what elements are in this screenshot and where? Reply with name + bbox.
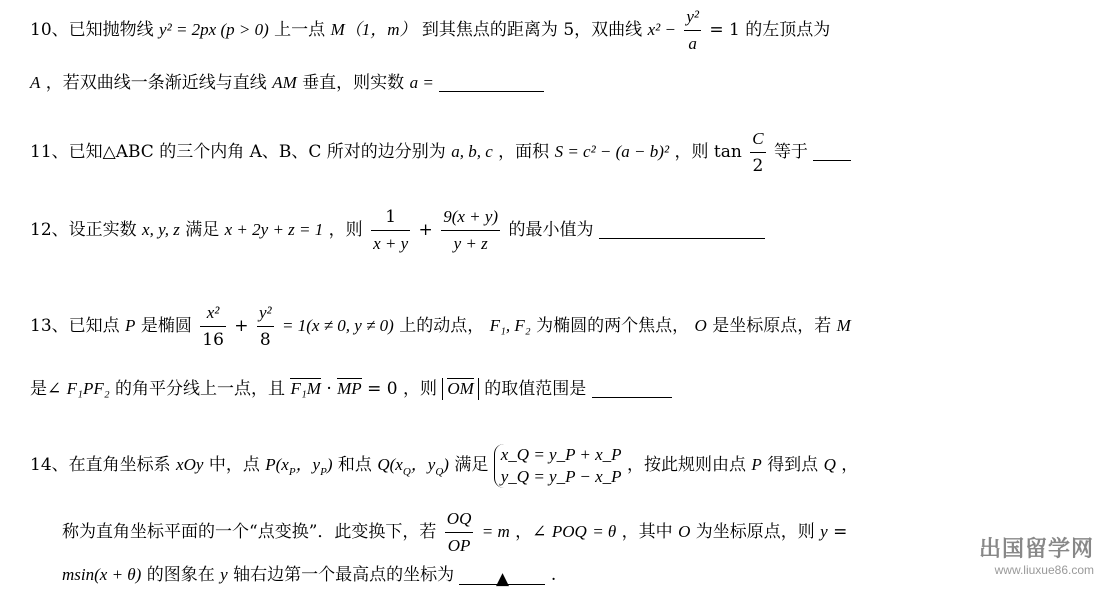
q10-text: 的左顶点为: [745, 20, 831, 40]
q14-pp-sub: P: [288, 466, 296, 478]
q14-pp-sub2: P: [320, 466, 327, 478]
q14-eqsign: =: [833, 522, 848, 542]
q13-origin: O: [694, 316, 707, 335]
q14-qq: Q(x: [377, 455, 403, 474]
q13-frac1-den: 16: [202, 330, 224, 350]
q12-text: 的最小值为: [508, 220, 594, 240]
q14-eq1: x_Q = y_P + x_P: [500, 445, 622, 464]
q13-vector-f1m: F₁M: [290, 379, 321, 398]
q13-fraction-2: [257, 302, 274, 351]
q14-qq-sub2: Q: [435, 466, 444, 478]
answer-blank: [459, 568, 545, 589]
watermark: [979, 532, 1094, 577]
q11-frac-num: C: [750, 128, 765, 153]
q11-fraction: [750, 128, 765, 177]
q13-text: 是椭圆: [140, 316, 192, 336]
q14-q: Q: [823, 455, 836, 474]
q13-text: ，则: [402, 379, 437, 399]
q11-sides: a, b, c: [451, 142, 493, 161]
q12-fraction-2: [441, 206, 500, 255]
q13-abs-om: [442, 378, 478, 400]
q10-frac-den: a: [688, 34, 697, 53]
q13-point-p: P: [125, 316, 136, 335]
q13-line2: [30, 378, 672, 400]
q14-function: msin(x + θ): [62, 565, 142, 584]
q14-pp5: ): [326, 455, 333, 474]
q10-point: M（1，m）: [330, 20, 417, 39]
q13-point-m: M: [836, 316, 851, 335]
q11-text: ，则: [674, 142, 709, 162]
q14-y: y: [820, 522, 828, 541]
q13-frac2-num: y²: [257, 302, 274, 327]
q12-line: [30, 206, 765, 255]
q14-text: 14、在直角坐标系: [30, 455, 171, 475]
q11-frac-den: 2: [752, 156, 764, 176]
q10-frac-num: y²: [684, 6, 701, 31]
q12-frac1-den: x + y: [373, 234, 409, 253]
q11-text: 等于: [773, 142, 808, 162]
q14-text: ，其中: [621, 522, 673, 542]
answer-blank: [592, 381, 672, 398]
q13-angle: F₁PF₂: [66, 379, 110, 398]
q14-qq5: ): [443, 455, 449, 474]
q12-vars: x, y, z: [142, 220, 180, 239]
q10-line-am: AM: [272, 73, 297, 92]
q14-frac-num: OQ: [445, 508, 474, 533]
q11-tan: tan: [713, 142, 742, 162]
q13-line1: [30, 302, 851, 351]
q13-vector-mp: MP: [337, 379, 362, 398]
q14-text: 和点: [337, 455, 372, 475]
answer-blank: [439, 75, 544, 92]
q12-frac2-den: y + z: [453, 234, 488, 253]
q13-frac1-num: x²: [200, 302, 226, 327]
q14-qq-sub: Q: [402, 466, 411, 478]
q13-text: 的取值范围是: [484, 379, 587, 399]
q13-eq0: = 0: [367, 379, 398, 399]
q13-vector-om: OM: [447, 379, 474, 398]
q10-text: 上一点: [274, 20, 326, 40]
q12-text: 12、设正实数: [30, 220, 137, 240]
q14-fraction: [445, 508, 474, 557]
q14-line3: [62, 564, 557, 589]
q10-line1: [30, 6, 830, 55]
q14-pp3: ，y: [295, 455, 321, 474]
q14-text: ，: [841, 455, 859, 475]
q10-eq: = 1: [709, 20, 740, 40]
q13-dot: ·: [326, 379, 332, 399]
q10-a-eq: a =: [409, 73, 434, 92]
q14-xoy: xOy: [176, 455, 204, 474]
q10-text: 垂直，则实数: [302, 73, 405, 93]
q10-text: 到其焦点的距离为 5，双曲线: [421, 20, 643, 40]
q10-text: ，若双曲线一条渐近线与直线: [45, 73, 267, 93]
q13-text: 为椭圆的两个焦点，: [536, 316, 690, 336]
q14-eq-m: = m: [481, 522, 510, 541]
q10-fraction: [684, 6, 701, 55]
q10-x2: x² −: [647, 20, 676, 39]
q13-text: 是∠: [30, 379, 62, 399]
q12-frac2-num: 9(x + y): [441, 206, 500, 231]
q14-text: ，按此规则由点: [626, 455, 746, 475]
q10-text: 10、已知抛物线: [30, 20, 154, 40]
q14-eq-theta: = θ: [592, 522, 617, 541]
q14-p: P: [751, 455, 762, 474]
q14-text: 为坐标原点，则: [695, 522, 815, 542]
q14-end: .: [550, 565, 557, 585]
q14-point-p: [265, 455, 333, 478]
answer-blank: [599, 222, 765, 239]
q14-text: 中，点: [208, 455, 260, 475]
q14-line1: [30, 444, 858, 488]
q14-text: 满足: [454, 455, 489, 475]
q14-frac-den: OP: [447, 536, 471, 555]
q12-fraction-1: [371, 206, 410, 255]
q14-point-q: [377, 455, 449, 478]
q14-text: ，∠: [515, 522, 547, 542]
watermark-url: www.liuxue86.com: [994, 563, 1094, 577]
q12-text: 满足: [185, 220, 220, 240]
answer-blank: [813, 144, 851, 161]
q11-text: ，面积: [498, 142, 550, 162]
q13-eq: = 1(x ≠ 0, y ≠ 0): [282, 316, 394, 335]
triangle-icon: ▲: [495, 569, 510, 589]
q12-plus: +: [418, 220, 433, 240]
q14-text: 的图象在: [146, 565, 215, 585]
q14-text: 称为直角坐标平面的一个“点变换”．此变换下，若: [62, 522, 437, 542]
q10-line2: [30, 72, 544, 94]
q14-line2: [62, 508, 847, 557]
q12-frac1-num: 1: [371, 206, 410, 231]
q13-plus: +: [234, 316, 249, 336]
q14-text: 轴右边第一个最高点的坐标为: [233, 565, 455, 585]
q13-frac2-den: 8: [259, 330, 271, 350]
q11-area-formula: S = c² − (a − b)²: [554, 142, 670, 161]
q14-qq3: ，y: [410, 455, 436, 474]
q13-text: 的角平分线上一点，且: [115, 379, 286, 399]
q13-fraction-1: [200, 302, 226, 351]
q10-parabola: y² = 2px (p > 0): [159, 20, 269, 39]
q14-origin: O: [678, 522, 691, 541]
q10-point-a: A: [30, 73, 41, 92]
q14-pp: P(x: [265, 455, 289, 474]
q14-poq: POQ: [551, 522, 587, 541]
q13-text: 上的动点，: [399, 316, 485, 336]
q12-condition: x + 2y + z = 1: [224, 220, 324, 239]
q12-text: ，则: [328, 220, 363, 240]
q14-text: 得到点: [767, 455, 819, 475]
q13-text: 是坐标原点，若: [712, 316, 832, 336]
q14-eq2: y_Q = y_P − x_P: [500, 467, 622, 486]
watermark-title: 出国留学网: [978, 536, 1094, 561]
q11-text: 11、已知△ABC 的三个内角 A、B、C 所对的边分别为: [30, 142, 446, 162]
q14-equation-system: [494, 444, 622, 488]
q13-foci: F₁, F₂: [489, 316, 531, 335]
q13-text: 13、已知点: [30, 316, 120, 336]
q14-yaxis: y: [220, 565, 228, 584]
q11-line: [30, 128, 851, 177]
